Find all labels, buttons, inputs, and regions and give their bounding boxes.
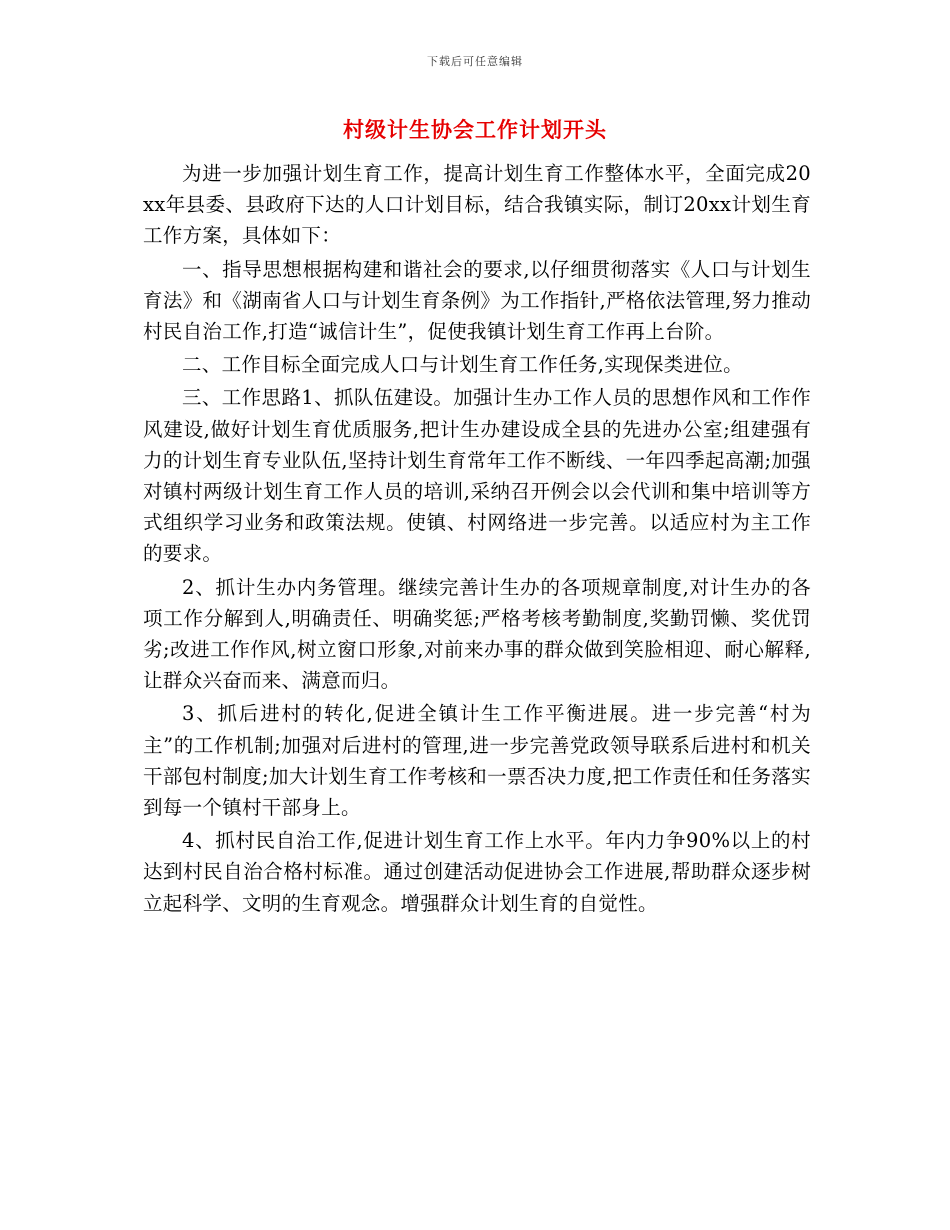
paragraph: 4、抓村民自治工作,促进计划生育工作上水平。年内力争90%以上的村达到村民自治合格村标准。通过创建活动促进协会工作进展,帮助群众逐步树立起科学、文明的生育观念。增强群众计划生育的自觉性。 bbox=[143, 829, 811, 915]
paragraph: 2、抓计生办内务管理。继续完善计生办的各项规章制度,对计生办的各项工作分解到人,明确责任、明确奖惩;严格考核考勤制度,奖勤罚懒、奖优罚劣;改进工作作风,树立窗口形象,对前来办事的群众做到笑脸相迎、耐心解释,让群众兴奋而来、满意而归。 bbox=[143, 575, 811, 693]
paragraph: 三、工作思路1、抓队伍建设。加强计生办工作人员的思想作风和工作作风建设,做好计划生育优质服务,把计生办建设成全县的先进办公室;组建强有力的计划生育专业队伍,坚持计划生育常年工作不断线、一年四季起高潮;加强对镇村两级计划生育工作人员的培训,采纳召开例会以会代训和集中培训等方式组织学习业务和政策法规。使镇、村网络进一步完善。以适应村为主工作的要求。 bbox=[143, 386, 811, 566]
document-body bbox=[143, 158, 811, 921]
header-note: 下载后可任意编辑 bbox=[427, 55, 523, 68]
paragraph: 为进一步加强计划生育工作，提高计划生育工作整体水平，全面完成20xx年县委、县政府下达的人口计划目标，结合我镇实际，制订20xx计划生育工作方案，具体如下： bbox=[143, 162, 811, 248]
document-title: 村级计生协会工作计划开头 bbox=[343, 117, 607, 142]
paragraph: 3、抓后进村的转化,促进全镇计生工作平衡进展。进一步完善“村为主”的工作机制;加强对后进村的管理,进一步完善党政领导联系后进村和机关干部包村制度;加大计划生育工作考核和一票否决力度,把工作责任和任务落实到每一个镇村干部身上。 bbox=[143, 702, 811, 820]
paragraph: 一、指导思想根据构建和谐社会的要求,以仔细贯彻落实《人口与计划生育法》和《湖南省人口与计划生育条例》为工作指针,严格依法管理,努力推动村民自治工作,打造“诚信计生”，促使我镇计划生育工作再上台阶。 bbox=[143, 257, 811, 344]
paragraph: 二、工作目标全面完成人口与计划生育工作任务,实现保类进位。 bbox=[182, 353, 743, 377]
